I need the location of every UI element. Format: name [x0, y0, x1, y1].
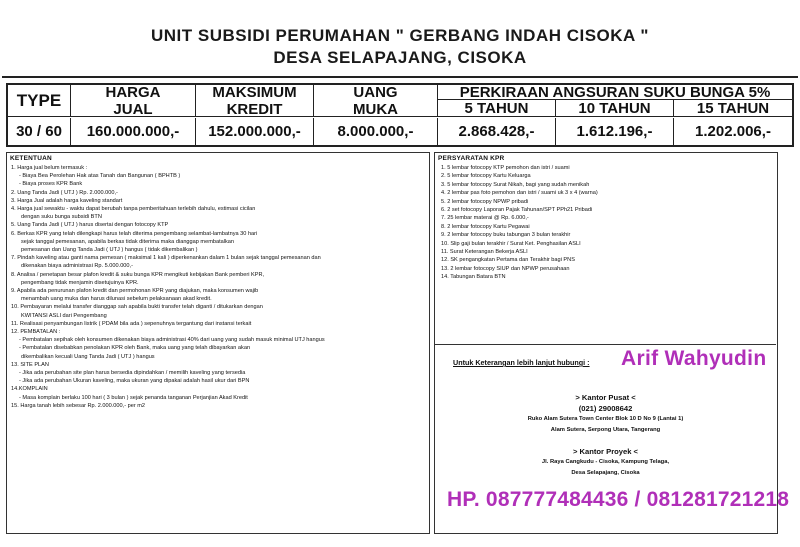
- agent-name: Arif Wahyudin: [621, 347, 767, 370]
- top-divider: [2, 76, 798, 78]
- persyaratan-list: [435, 164, 776, 282]
- kantor-pusat-address-1: Ruko Alam Sutera Town Center Blok 10 D No 9 (Lantai 1): [527, 416, 684, 422]
- persyaratan-title: PERSYARATAN KPR: [438, 155, 505, 162]
- col-maks-header-line1: MAKSIMUM: [212, 83, 297, 101]
- ketentuan-line: 12. PEMBATALAN :: [11, 329, 61, 336]
- ketentuan-title: KETENTUAN: [10, 155, 52, 162]
- ketentuan-line: 10. Pembayaran melalui transfer dianggap sah apabila bukti transfer telah diganti / ditukarkan dengan: [11, 304, 263, 311]
- row-angsuran-15: 1.202.006,-: [695, 123, 771, 140]
- ketentuan-line: - Jika ada perubahan Ukuran kaveling, maka ukuran yang dipakai adalah hasil ukur dari BPN: [19, 378, 250, 385]
- persyaratan-item: 2. 5 lembar fotocopy Kartu Keluarga: [441, 173, 531, 180]
- ketentuan-line: - Biaya proses KPR Bank: [19, 181, 83, 188]
- table-divider: [8, 116, 792, 117]
- kantor-proyek-title: > Kantor Proyek <: [573, 447, 638, 456]
- persyaratan-item: 5. 2 lembar fotocopy NPWP pribadi: [441, 198, 529, 205]
- ketentuan-line: sejak tanggal pemesanan, apabila berkas tidak diterima maka dianggap membatalkan: [21, 238, 235, 245]
- row-harga-jual: 160.000.000,-: [71, 118, 196, 145]
- ketentuan-line: - Biaya Bea Perolehan Hak atas Tanah dan Bangunan ( BPHTB ): [19, 173, 181, 180]
- row-maks-kredit: 152.000.000,-: [196, 118, 314, 145]
- ketentuan-line: 13. SITE PLAN: [11, 361, 49, 368]
- ketentuan-line: - Masa komplain berlaku 100 hari ( 3 bulan ) sejak penanda tanganan Perjanjian Akad Kredit: [19, 394, 248, 401]
- ketentuan-line: dikenakan biaya administrasi Rp. 5.000.000,-: [21, 263, 133, 270]
- ketentuan-line: menambah uang muka dan harus dilunasi sebelum pelaksanaan akad kredit.: [21, 296, 212, 303]
- phone-numbers: HP. 087777484436 / 081281721218: [447, 488, 790, 511]
- kantor-pusat-address-2: Alam Sutera, Serpong Utara, Tangerang: [550, 427, 661, 433]
- ketentuan-panel: [6, 152, 430, 534]
- ketentuan-line: 11. Realisasi penyambungan listrik ( PDAM bila ada ) sepenuhnya tergantung dari instansi terkait: [11, 320, 252, 327]
- persyaratan-item: 1. 5 lembar fotocopy KTP pemohon dan istri / suami: [441, 165, 570, 171]
- col-type-header: TYPE: [8, 85, 71, 116]
- ketentuan-line: 3. Harga Jual adalah harga kaveling standart: [11, 197, 123, 204]
- persyaratan-item: 9. 2 lembar fotocopy buku tabungan 3 bulan terakhir: [441, 232, 571, 239]
- persyaratan-box: [435, 153, 776, 345]
- contact-label: Untuk Keterangan lebih lanjut hubungi :: [453, 358, 590, 367]
- ketentuan-line: pemesanan dan Uang Tanda Jadi ( UTJ ) hangus ( tidak dikembalikan ): [21, 247, 198, 254]
- page-title: UNIT SUBSIDI PERUMAHAN " GERBANG INDAH CISOKA ": [150, 26, 649, 45]
- col-uang-header-line2: MUKA: [353, 100, 398, 118]
- persyaratan-item: 13. 2 lembar fotocopy SIUP dan NPWP perusahaan: [441, 265, 570, 272]
- persyaratan-item: 6. 2 set fotocopy Laporan Pajak Tahunan/SPT PPh21 Pribadi: [441, 207, 593, 214]
- ketentuan-line: dengan suku bunga subsidi BTN: [21, 214, 102, 221]
- kantor-pusat-phone: (021) 29008642: [578, 404, 633, 413]
- ketentuan-line: - Pembatalan disebabkan penolakan KPR oleh Bank, maka uang yang telah dibayarkan akan: [19, 345, 251, 352]
- persyaratan-item: 10. Slip gaji bulan terakhir / Surat Ket. Penghasilan ASLI: [441, 240, 581, 247]
- persyaratan-item: 3. 5 lembar fotocopy Surat Nikah, bagi yang sudah menikah: [441, 181, 590, 188]
- ketentuan-line: pengembang tidak menjamin disetujuinya KPR.: [21, 279, 139, 286]
- col-harga-header-line2: JUAL: [113, 100, 153, 118]
- kantor-proyek-address-1: Jl. Raya Cangkudu - Cisoka, Kampung Telaga,: [541, 459, 670, 465]
- ketentuan-line: 8. Analisa / penetapan besar plafon kredit & suku bunga KPR mengikuti kebijakan Bank pemberi KPR,: [11, 271, 265, 278]
- col-uang-header-line1: UANG: [353, 83, 398, 101]
- ketentuan-line: KWITANSI ASLI dari Pengembang: [21, 312, 107, 319]
- tenor-10-header: 10 TAHUN: [556, 100, 674, 116]
- angsuran-title: PERKIRAAN ANGSURAN SUKU BUNGA 5%: [438, 85, 792, 100]
- ketentuan-line: 15. Harga tanah lebih sebesar Rp. 2.000.000,- per m2: [11, 402, 146, 409]
- persyaratan-item: 8. 2 lembar fotocopy Kartu Pegawai: [441, 223, 530, 230]
- ketentuan-line: 5. Uang Tanda Jadi ( UTJ ) harus disertai dengan fotocopy KTP: [11, 222, 169, 229]
- col-harga-header: [71, 85, 196, 116]
- persyaratan-item: 11. Surat Keterangan Bekerja ASLI: [441, 249, 528, 256]
- col-uang-header: [314, 85, 438, 116]
- ketentuan-line: 1. Harga jual belum termasuk :: [11, 165, 88, 171]
- ketentuan-line: 2. Uang Tanda Jadi ( UTJ ) Rp. 2.000.000,-: [11, 189, 118, 196]
- kantor-proyek-address-2: Desa Selapajang, Cisoka: [571, 470, 640, 476]
- page-subtitle: DESA SELAPAJANG, CISOKA: [273, 48, 527, 67]
- ketentuan-line: 14.KOMPLAIN: [11, 386, 48, 393]
- ketentuan-line: dikembalikan kecuali Uang Tanda Jadi ( UTJ ) hangus: [21, 353, 155, 360]
- row-angsuran-5: 2.868.428,-: [438, 118, 556, 145]
- tenor-15-header: 15 TAHUN: [696, 99, 770, 117]
- row-angsuran-10: 1.612.196,-: [556, 118, 674, 145]
- col-maks-header: [196, 85, 314, 116]
- ketentuan-line: - Pembatalan sepihak oleh konsumen dikenakan biaya administrasi 40% dari uang yang sudah masuk minimal UTJ hangus: [19, 337, 325, 344]
- kantor-pusat-title: > Kantor Pusat <: [575, 393, 636, 402]
- ketentuan-line: - Jika ada perubahan site plan harus bersedia dipindahkan / memilih kaveling yang tersedia: [19, 370, 246, 377]
- row-uang-muka: 8.000.000,-: [314, 118, 438, 145]
- ketentuan-line: 7. Pindah kaveling atau ganti nama pemesan ( maksimal 1 kali ) diperkenankan dalam 1 bulan sejak tanggal pemesanan dan: [11, 255, 321, 262]
- right-panel: [434, 152, 790, 534]
- row-type: 30 / 60: [8, 118, 71, 145]
- col-maks-header-line2: KREDIT: [226, 100, 283, 118]
- persyaratan-item: 7. 25 lembar materai @ Rp. 6.000,-: [441, 215, 529, 222]
- ketentuan-line: 6. Berkas KPR yang telah dilengkapi harus telah diterima pengembang selambat-lambatnya 30 hari: [11, 230, 258, 237]
- persyaratan-item: 12. SK pengangkatan Pertama dan Terakhir bagi PNS: [441, 257, 575, 264]
- persyaratan-item: 14. Tabungan Batara BTN: [441, 274, 506, 281]
- ketentuan-list: [7, 164, 429, 410]
- tenor-5-header: 5 TAHUN: [438, 100, 556, 116]
- ketentuan-line: 9. Apabila ada penurunan plafon kredit dan permohonan KPR yang diajukan, maka konsumen wajib: [11, 288, 259, 295]
- ketentuan-line: 4. Harga jual sewaktu - waktu dapat berubah tanpa pemberitahuan terlebih dahulu, estimasi cicilan: [11, 206, 256, 213]
- col-harga-header-line1: HARGA: [105, 83, 161, 101]
- price-table: [6, 83, 794, 147]
- persyaratan-item: 4. 2 lembar pas foto pemohon dan istri / suami uk 3 x 4 (warna): [441, 190, 598, 197]
